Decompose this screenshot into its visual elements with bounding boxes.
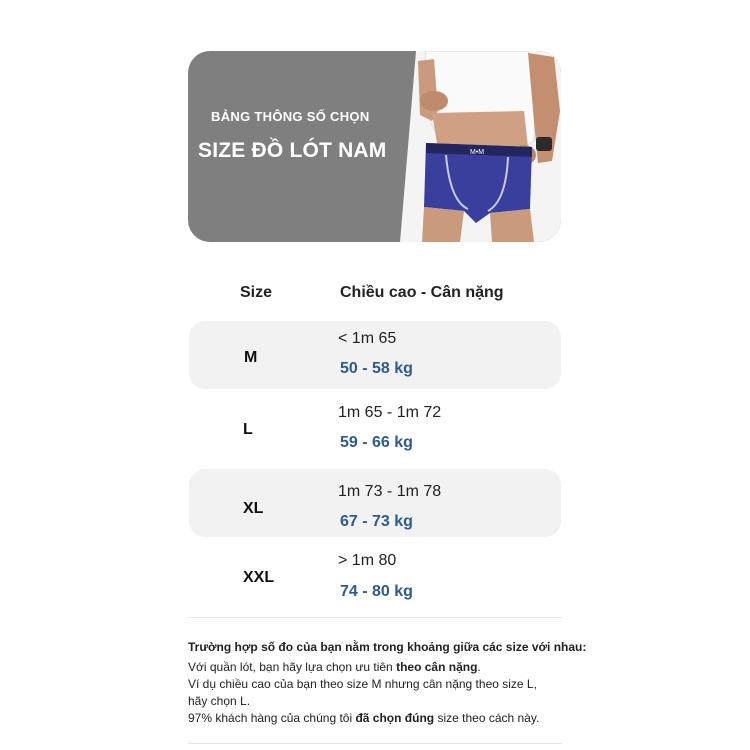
- note-text: .: [477, 660, 481, 674]
- note-text: size theo cách này.: [434, 711, 540, 725]
- note-line-4: [188, 710, 539, 727]
- column-header-range: Chiều cao - Cân nặng: [340, 284, 504, 301]
- divider: [188, 617, 562, 618]
- height-range: 1m 73 - 1m 78: [338, 483, 442, 500]
- note-text: 97% khách hàng của chúng tôi: [188, 711, 356, 725]
- size-label: XL: [243, 500, 264, 517]
- column-header-size: Size: [240, 284, 273, 301]
- divider: [188, 743, 562, 744]
- height-range: 1m 65 - 1m 72: [338, 404, 442, 421]
- size-label: XXL: [243, 569, 275, 586]
- brand-mark: M•M: [470, 149, 485, 156]
- note-text: Với quần lót, bạn hãy lựa chọn ưu tiên: [188, 660, 397, 674]
- size-label: M: [244, 349, 258, 366]
- banner-pre-title: BẢNG THÔNG SỐ CHỌN: [211, 109, 370, 124]
- size-label: L: [243, 421, 253, 438]
- height-range: < 1m 65: [338, 330, 397, 347]
- note-heading: Trường hợp số đo của bạn nằm trong khoảng giữa các size với nhau:: [188, 640, 587, 654]
- weight-range: 50 - 58 kg: [340, 360, 413, 377]
- weight-range: 67 - 73 kg: [340, 513, 413, 530]
- note-emphasis: theo cân nặng: [396, 660, 478, 674]
- height-range: > 1m 80: [338, 552, 397, 569]
- weight-range: 59 - 66 kg: [340, 434, 413, 451]
- size-guide-banner: [188, 51, 561, 242]
- banner-title: SIZE ĐỒ LÓT NAM: [198, 139, 387, 162]
- weight-range: 74 - 80 kg: [340, 583, 413, 600]
- note-line-1: [188, 659, 481, 676]
- note-emphasis: đã chọn đúng: [355, 711, 435, 725]
- note-line-2: Ví dụ chiều cao của bạn theo size M nhưng cân nặng theo size L,: [188, 677, 537, 691]
- note-line-3: hãy chọn L.: [188, 694, 251, 708]
